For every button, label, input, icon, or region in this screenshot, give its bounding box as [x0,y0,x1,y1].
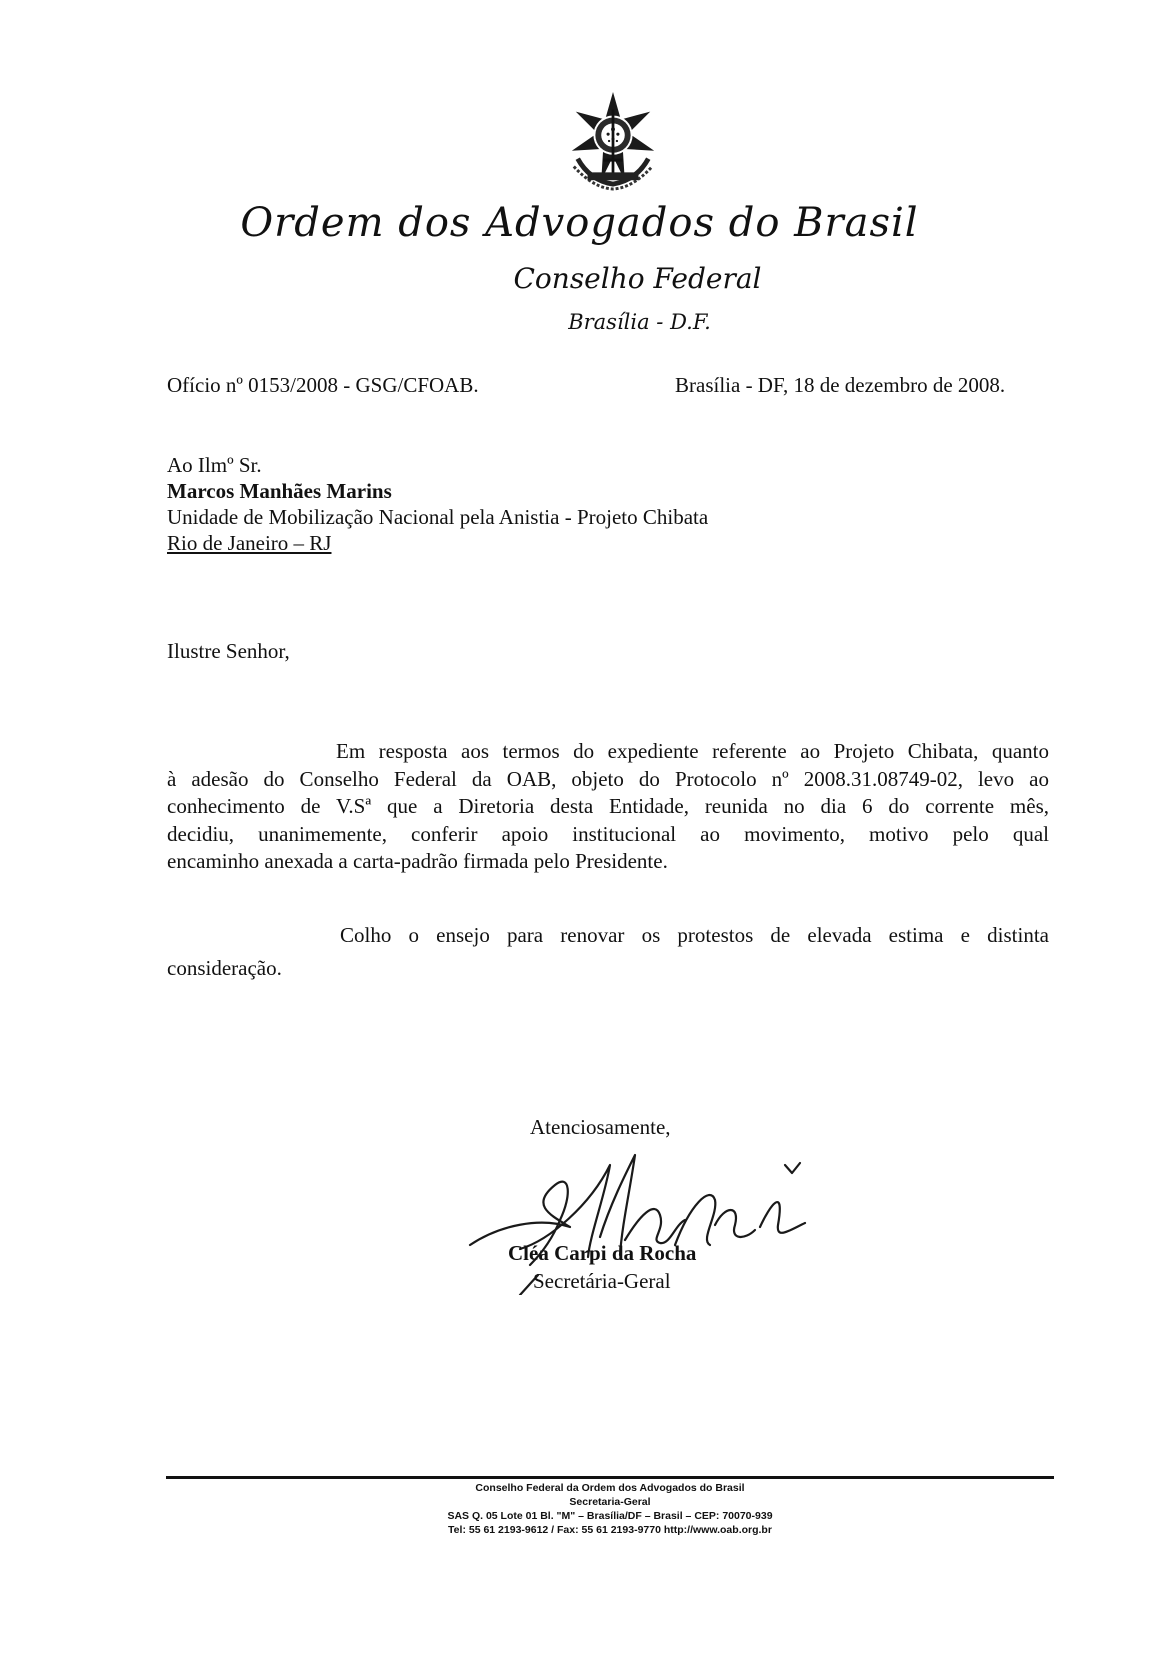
signatory-name: Cléa Carpi da Rocha [508,1241,697,1265]
coat-of-arms-emblem [564,90,662,192]
footer-department: Secretaria-Geral [569,1496,651,1508]
paragraph-line: Em resposta aos termos do expediente referente ao Projeto Chibata, quanto [336,739,1049,763]
organization-title: Ordem dos Advogados do Brasil [240,200,919,246]
council-name: Conselho Federal [513,262,762,295]
paragraph-line: conhecimento de V.Sª que a Diretoria desta Entidade, reunida no dia 6 do corrente mês, [167,794,1049,818]
recipient-name: Marcos Manhães Marins [167,479,392,503]
document-reference: Ofício nº 0153/2008 - GSG/CFOAB. [167,373,479,397]
signatory-title: Secretária-Geral [533,1269,671,1293]
letterhead-footer [166,1481,1054,1537]
paragraph-line: Colho o ensejo para renovar os protestos de elevada estima e distinta [340,923,1049,947]
body-paragraph-1 [167,738,1049,876]
paragraph-line: decidiu, unanimemente, conferir apoio institucional ao movimento, motivo pelo qual [167,821,1049,846]
greeting: Ilustre Senhor, [167,639,290,663]
footer-address: SAS Q. 05 Lote 01 Bl. "M" – Brasília/DF – Brasil – CEP: 70070-939 [447,1510,773,1522]
footer-contact: Tel: 55 61 2193-9612 / Fax: 55 61 2193-9770 http://www.oab.org.br [448,1524,772,1536]
footer-organization: Conselho Federal da Ordem dos Advogados do Brasil [475,1482,745,1494]
recipient-organization: Unidade de Mobilização Nacional pela Anistia - Projeto Chibata [167,505,709,529]
recipient-location: Rio de Janeiro – RJ [167,531,332,555]
footer-divider [166,1476,1054,1479]
paragraph-line: encaminho anexada a carta-padrão firmada pelo Presidente. [167,849,668,873]
paragraph-line: à adesão do Conselho Federal da OAB, objeto do Protocolo nº 2008.31.08749-02, levo ao [167,766,1049,791]
recipient-block [167,452,708,556]
recipient-salutation: Ao Ilmº Sr. [167,453,262,477]
body-paragraph-2 [167,922,1049,982]
closing-phrase: Atenciosamente, [530,1115,671,1139]
paragraph-line: consideração. [167,955,282,980]
document-date: Brasília - DF, 18 de dezembro de 2008. [675,373,1006,397]
council-city: Brasília - D.F. [568,310,711,334]
